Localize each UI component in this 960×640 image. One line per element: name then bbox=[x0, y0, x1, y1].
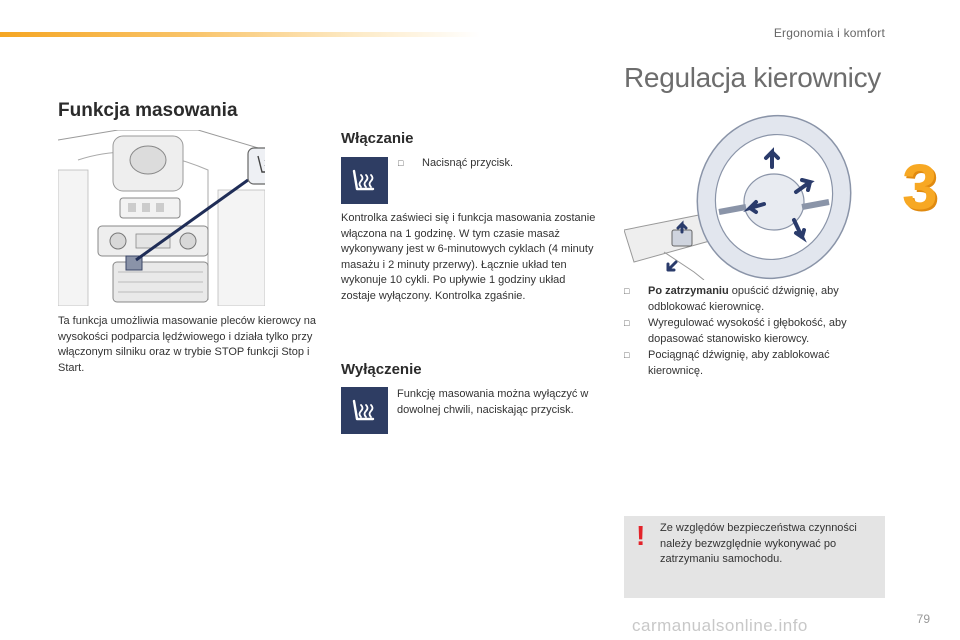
chapter-number: 3 bbox=[902, 151, 938, 223]
page-title: Regulacja kierownicy bbox=[624, 62, 882, 93]
header-accent-bar bbox=[0, 32, 480, 37]
switch-on-description: Kontrolka zaświeci się i funkcja masowania zostanie włączona na 1 godzinę. W tym czasie masaż wykonywany jest w 6-minutowych cyklach (4 minuty masażu i 2 minuty przerwy). Łącznie układ ten wykonuje 10 cykli. Po upływie 1 godziny układ zostaje wyłączony. Kontrolka zgaśnie. bbox=[341, 212, 596, 302]
warning-exclamation-icon: ! bbox=[636, 520, 646, 551]
section-header: Ergonomia i komfort bbox=[773, 26, 885, 40]
bullet-square-icon: □ bbox=[624, 318, 630, 328]
switch-off-title: Wyłączenie bbox=[341, 361, 422, 378]
massage-section-title: Funkcja masowania bbox=[58, 100, 238, 121]
page-number: 79 bbox=[916, 612, 930, 626]
switch-on-bullet-text: Nacisnąć przycisk. bbox=[422, 157, 514, 169]
steering-bullet-2 bbox=[624, 316, 886, 347]
steering-bullet-1-bold: Po zatrzymaniu bbox=[648, 285, 729, 297]
watermark: carmanualsonline.info bbox=[632, 616, 808, 635]
steering-wheel-illustration bbox=[624, 112, 886, 280]
center-console-illustration bbox=[58, 130, 265, 306]
steering-bullet-1-text: opuścić dźwignię, aby odblokować kierownicę. bbox=[648, 285, 839, 313]
safety-warning-text: Ze względów bezpieczeństwa czynności należy bezwzględnie wykonywać po zatrzymaniu samochodu. bbox=[660, 522, 857, 565]
switch-off-description: Funkcję masowania można wyłączyć w dowolnej chwili, naciskając przycisk. bbox=[397, 388, 589, 416]
steering-bullet-2-text: Wyregulować wysokość i głębokość, aby dopasować stanowisko kierowcy. bbox=[648, 317, 847, 345]
bullet-square-icon: □ bbox=[398, 158, 404, 168]
massage-description: Ta funkcja umożliwia masowanie pleców kierowcy na wysokości podparcia lędźwiowego i działa tylko przy włączonym silniku oraz w trybie STOP funkcji Stop i Start. bbox=[58, 315, 317, 374]
seat-massage-icon bbox=[341, 157, 388, 204]
bullet-square-icon: □ bbox=[624, 286, 630, 296]
switch-on-title: Włączanie bbox=[341, 130, 414, 147]
steering-bullet-3-text: Pociągnąć dźwignię, aby zablokować kierownicę. bbox=[648, 349, 830, 377]
steering-bullet-3 bbox=[624, 348, 886, 379]
steering-bullet-1 bbox=[624, 284, 886, 315]
switch-on-bullet bbox=[398, 156, 598, 172]
seat-massage-icon bbox=[341, 387, 388, 434]
bullet-square-icon: □ bbox=[624, 350, 630, 360]
